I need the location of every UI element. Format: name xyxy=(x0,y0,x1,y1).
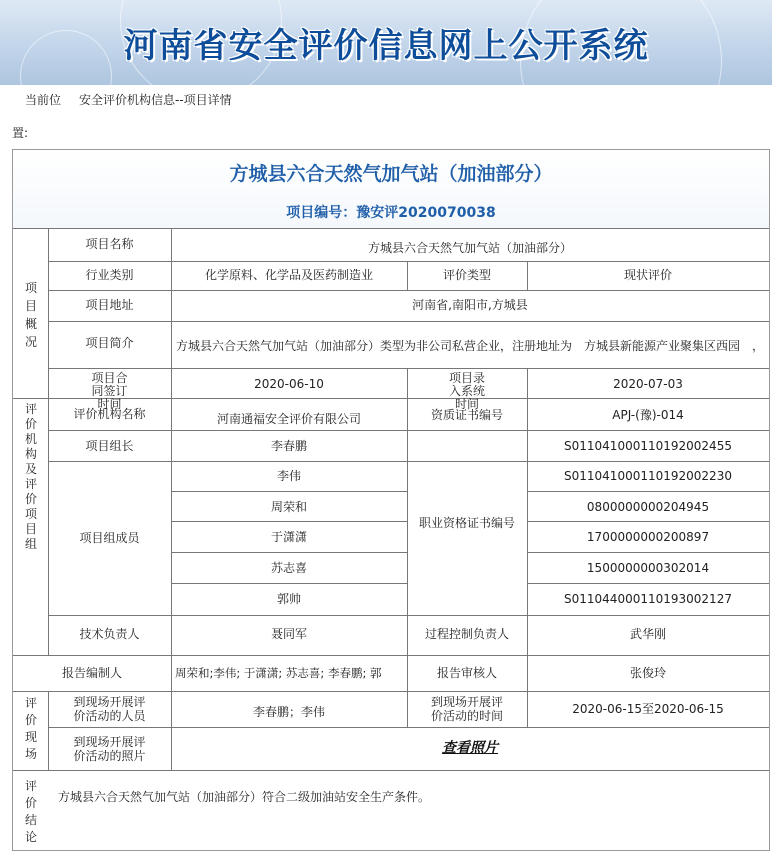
section-label-overview: 项 目 概 况 xyxy=(24,281,37,349)
member-name: 李伟 xyxy=(276,469,301,483)
member-name: 于潇潇 xyxy=(270,530,307,544)
member-cert: 1500000000302014 xyxy=(586,561,710,575)
process-lead-value: 武华刚 xyxy=(629,627,666,641)
contract-date-value: 2020-06-10 xyxy=(254,377,324,391)
field-label-industry: 行业类别 xyxy=(85,268,134,282)
project-code: 项目编号：豫安评2020070038 xyxy=(286,205,496,221)
tech-lead-value: 聂同军 xyxy=(270,627,307,641)
field-label-cert-no: 资质证书编号 xyxy=(430,408,503,422)
leader-cert: S011041000110192002455 xyxy=(564,439,732,453)
field-label-project-name: 项目名称 xyxy=(85,237,134,251)
field-label-contract-date: 项目合 同签订 时间 xyxy=(91,371,128,411)
site-banner xyxy=(0,0,772,85)
field-label-members: 项目组成员 xyxy=(79,531,140,545)
field-label-site-staff: 到现场开展评 价活动的人员 xyxy=(73,695,146,723)
leader-name: 李春鹏 xyxy=(270,439,307,453)
site-title: 河南省安全评价信息网上公开系统 xyxy=(123,26,649,66)
field-label-site-photos: 到现场开展评 价活动的照片 xyxy=(73,735,146,763)
member-name: 苏志喜 xyxy=(270,561,307,575)
field-label-address: 项目地址 xyxy=(85,298,134,312)
eval-type-value: 现状评价 xyxy=(623,268,672,282)
breadcrumb-label-cont: 置: xyxy=(12,126,29,140)
field-label-process-lead: 过程控制负责人 xyxy=(424,627,509,641)
field-label-reviewer: 报告审核人 xyxy=(436,666,497,680)
intro-value: 方城县六合天然气加气站（加油部分）类型为非公司私营企业，注册地址为 方城县新能源产业聚集区西园 ， xyxy=(176,339,765,353)
breadcrumb-label: 当前位 xyxy=(25,93,62,107)
photos-cell xyxy=(171,741,769,755)
member-cert: S011044000110193002127 xyxy=(564,592,732,606)
section-label-site: 评 价 现 场 xyxy=(24,696,37,761)
entry-date-value: 2020-07-03 xyxy=(613,377,683,391)
field-label-entry-date: 项目录 入系统 时间 xyxy=(448,371,485,411)
field-label-intro: 项目简介 xyxy=(85,336,134,350)
site-time-value: 2020-06-15至2020-06-15 xyxy=(572,702,724,716)
field-label-site-time: 到现场开展评 价活动的时间 xyxy=(430,695,503,723)
field-label-agency-name: 评价机构名称 xyxy=(73,407,146,421)
section-label-agency: 评 价 机 构 及 评 价 项 目 组 xyxy=(24,402,37,551)
address-value: 河南省,南阳市,方城县 xyxy=(412,298,528,312)
member-cert: 0800000000204945 xyxy=(586,500,710,514)
field-label-qualification: 职业资格证书编号 xyxy=(418,516,515,530)
conclusion-text: 方城县六合天然气加气站（加油部分）符合二级加油站安全生产条件。 xyxy=(58,790,431,804)
field-label-eval-type: 评价类型 xyxy=(442,268,491,282)
view-photos-link[interactable]: 查看照片 xyxy=(442,740,498,756)
section-label-conclusion: 评 价 结 论 xyxy=(24,779,37,844)
reviewer-value: 张俊玲 xyxy=(629,666,666,680)
cert-no-value: APJ-(豫)-014 xyxy=(612,408,684,422)
field-label-compiler: 报告编制人 xyxy=(61,666,122,680)
member-name: 郭帅 xyxy=(276,592,301,606)
project-title: 方城县六合天然气加气站（加油部分） xyxy=(229,163,553,185)
field-label-tech-lead: 技术负责人 xyxy=(79,627,140,641)
agency-name-value: 河南通福安全评价有限公司 xyxy=(216,412,361,426)
compiler-value: 周荣和;李伟; 于潇潇; 苏志喜; 李春鹏; 郭 xyxy=(175,666,382,680)
member-cert: 1700000000200897 xyxy=(586,530,710,544)
breadcrumb: 安全评价机构信息--项目详情 xyxy=(79,93,232,107)
member-name: 周荣和 xyxy=(270,500,307,514)
member-cert: S011041000110192002230 xyxy=(564,469,732,483)
field-label-leader: 项目组长 xyxy=(85,439,134,453)
project-name-value: 方城县六合天然气加气站（加油部分） xyxy=(367,241,572,255)
site-staff-value: 李春鹏；李伟 xyxy=(252,705,325,719)
industry-value: 化学原料、化学品及医药制造业 xyxy=(204,268,373,282)
